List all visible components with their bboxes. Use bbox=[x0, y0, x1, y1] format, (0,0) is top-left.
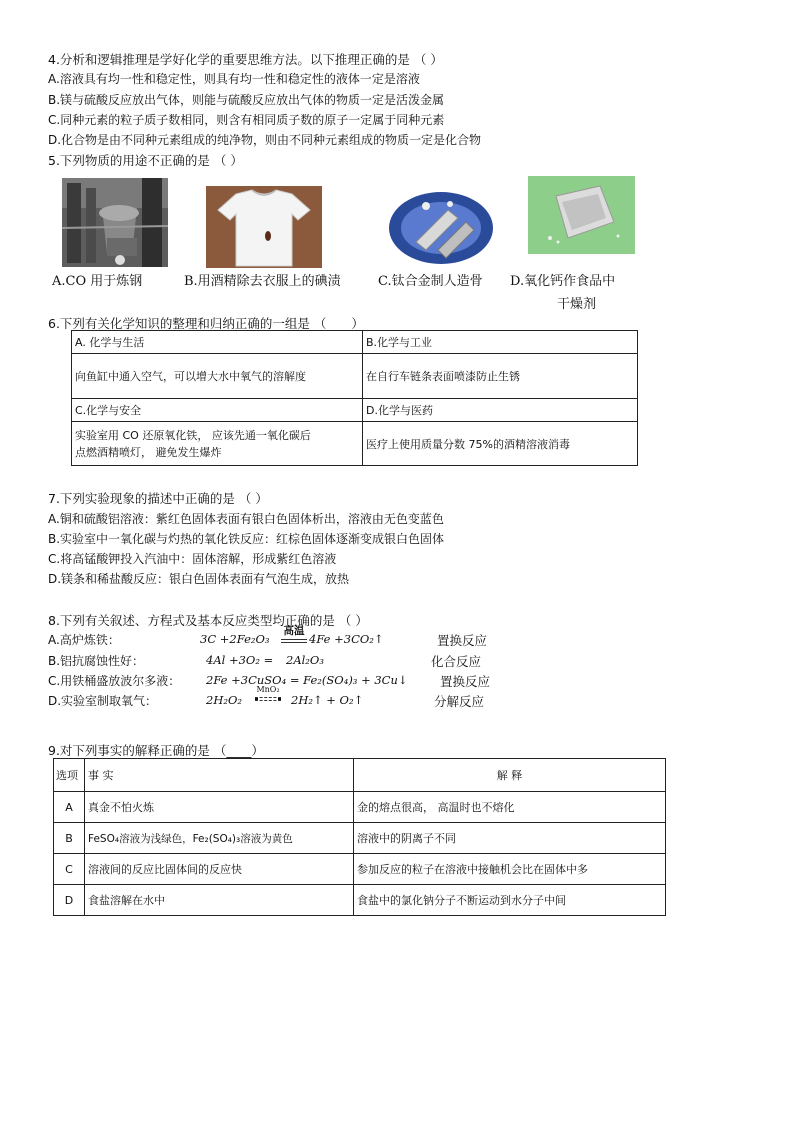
q7-stem: 7.下列实验现象的描述中正确的是 （ ） bbox=[48, 491, 268, 506]
q6-cell-b-head: B.化学与工业 bbox=[363, 331, 638, 354]
q8-stem: 8.下列有关叙述、方程式及基本反应类型均正确的是 （ ） bbox=[48, 613, 368, 628]
q8-row-b-left: 4Al +3O₂ = bbox=[206, 653, 274, 667]
q9-row-b-explain: 溶液中的阴离子不同 bbox=[354, 823, 666, 854]
q8-row-a-type: 置换反应 bbox=[437, 633, 488, 648]
q8-row-d-equals bbox=[255, 697, 281, 701]
q9-header-option: 选项 bbox=[54, 759, 85, 792]
q9-row-a-explain: 金的熔点很高， 高温时也不熔化 bbox=[354, 792, 666, 823]
q5-caption-c: C.钛合金制人造骨 bbox=[378, 274, 483, 289]
q9-row-b bbox=[54, 823, 666, 854]
q8-row-d-left: 2H₂O₂ bbox=[206, 693, 242, 707]
q5-caption-b: B.用酒精除去衣服上的碘渍 bbox=[184, 274, 341, 289]
desiccant-packet-image bbox=[528, 176, 635, 254]
q6-table bbox=[71, 330, 638, 466]
q7-option-d: D.镁条和稀盐酸反应：银白色固体表面有气泡生成，放热 bbox=[48, 572, 350, 586]
q6-cell-a-body: 向鱼缸中通入空气，可以增大水中氧气的溶解度 bbox=[72, 354, 363, 399]
q7-option-b: B.实验室中一氧化碳与灼热的氧化铁反应：红棕色固体逐渐变成银白色固体 bbox=[48, 532, 445, 546]
q8-row-c-label: C.用铁桶盛放波尔多液： bbox=[48, 674, 181, 688]
q8-row-a-equals bbox=[281, 639, 307, 643]
q9-row-c-fact: 溶液间的反应比固体间的反应快 bbox=[85, 854, 354, 885]
q6-cell-a-head: A. 化学与生活 bbox=[72, 331, 363, 354]
q8-row-d-label: D.实验室制取氧气： bbox=[48, 694, 158, 708]
q4-option-c: C.同种元素的粒子质子数相同，则含有相同质子数的原子一定属于同种元素 bbox=[48, 113, 445, 127]
steel-mill-image bbox=[62, 178, 168, 267]
q9-row-d-explain: 食盐中的氯化钠分子不断运动到水分子中间 bbox=[354, 885, 666, 916]
q7-option-c: C.将高锰酸钾投入汽油中：固体溶解，形成紫红色溶液 bbox=[48, 552, 337, 566]
q9-stem: 9.对下列事实的解释正确的是 （____） bbox=[48, 743, 264, 758]
q9-row-a-option: A bbox=[54, 792, 85, 823]
q8-row-a-label: A.高炉炼铁： bbox=[48, 633, 120, 647]
q6-cell-c-head: C.化学与安全 bbox=[72, 399, 363, 422]
q9-table bbox=[53, 758, 666, 916]
q6-cell-d-head: D.化学与医药 bbox=[363, 399, 638, 422]
q5-caption-a: A.CO 用于炼钢 bbox=[52, 274, 143, 289]
q8-row-b-type: 化合反应 bbox=[431, 654, 482, 669]
q8-row-b-right: 2Al₂O₃ bbox=[286, 653, 324, 667]
q8-row-d-right: 2H₂↑ + O₂↑ bbox=[291, 693, 364, 707]
q9-row-c-explain: 参加反应的粒子在溶液中接触机会比在固体中多 bbox=[354, 854, 666, 885]
q6-cell-c-body-line1: 实验室用 CO 还原氧化铁， 应该先通一氧化碳后 bbox=[75, 428, 311, 442]
q8-row-d-type: 分解反应 bbox=[434, 694, 485, 709]
q5-stem: 5.下列物质的用途不正确的是 （ ） bbox=[48, 153, 243, 168]
q8-row-a-right: 4Fe +3CO₂↑ bbox=[309, 632, 384, 646]
q8-row-c-left: 2Fe +3CuSO₄ = Fe₂(SO₄)₃ + 3Cu↓ bbox=[206, 673, 408, 687]
q4-option-b: B.镁与硫酸反应放出气体，则能与硫酸反应放出气体的物质一定是活泼金属 bbox=[48, 93, 445, 107]
q8-row-c-type: 置换反应 bbox=[440, 674, 491, 689]
q8-row-d-condition bbox=[255, 686, 281, 701]
q8-row-a-condition-text: 高温 bbox=[283, 625, 305, 637]
q8-row-d-condition-text: MnO₂ bbox=[256, 685, 280, 694]
q9-header-fact: 事 实 bbox=[85, 759, 354, 792]
shirt-image bbox=[206, 186, 322, 268]
q8-row-a-left: 3C +2Fe₂O₃ bbox=[200, 632, 270, 646]
q8-row-a-condition bbox=[281, 626, 307, 643]
q5-caption-d-line1: D.氧化钙作食品中 bbox=[510, 274, 616, 289]
q9-row-b-option: B bbox=[54, 823, 85, 854]
q6-cell-c-body bbox=[72, 422, 363, 466]
q9-row-d-fact: 食盐溶解在水中 bbox=[85, 885, 354, 916]
q4-option-a: A.溶液具有均一性和稳定性，则具有均一性和稳定性的液体一定是溶液 bbox=[48, 72, 420, 86]
q6-stem: 6.下列有关化学知识的整理和归纳正确的一组是 （____） bbox=[48, 316, 364, 331]
q5-caption-d-line2: 干燥剂 bbox=[557, 297, 597, 312]
q4-stem: 4.分析和逻辑推理是学好化学的重要思维方法。以下推理正确的是 （ ） bbox=[48, 52, 443, 67]
q6-cell-b-body: 在自行车链条表面喷漆防止生锈 bbox=[363, 354, 638, 399]
q9-row-b-fact: FeSO₄溶液为浅绿色，Fe₂(SO₄)₃溶液为黄色 bbox=[85, 823, 354, 854]
q9-row-a-fact: 真金不怕火炼 bbox=[85, 792, 354, 823]
q9-row-d bbox=[54, 885, 666, 916]
q8-row-b-label: B.铝抗腐蚀性好： bbox=[48, 654, 145, 668]
titanium-bone-image bbox=[388, 190, 494, 266]
q7-option-a: A.铜和硫酸铝溶液：紫红色固体表面有银白色固体析出，溶液由无色变蓝色 bbox=[48, 512, 444, 526]
q4-option-d: D.化合物是由不同种元素组成的纯净物，则由不同种元素组成的物质一定是化合物 bbox=[48, 133, 482, 147]
q6-cell-d-body: 医疗上使用质量分数 75%的酒精溶液消毒 bbox=[363, 422, 638, 466]
q9-header-explain: 解 释 bbox=[354, 759, 666, 792]
q9-row-d-option: D bbox=[54, 885, 85, 916]
q9-row-a bbox=[54, 792, 666, 823]
q9-row-c bbox=[54, 854, 666, 885]
q6-cell-c-body-line2: 点燃酒精喷灯， 避免发生爆炸 bbox=[75, 445, 222, 459]
q9-row-c-option: C bbox=[54, 854, 85, 885]
